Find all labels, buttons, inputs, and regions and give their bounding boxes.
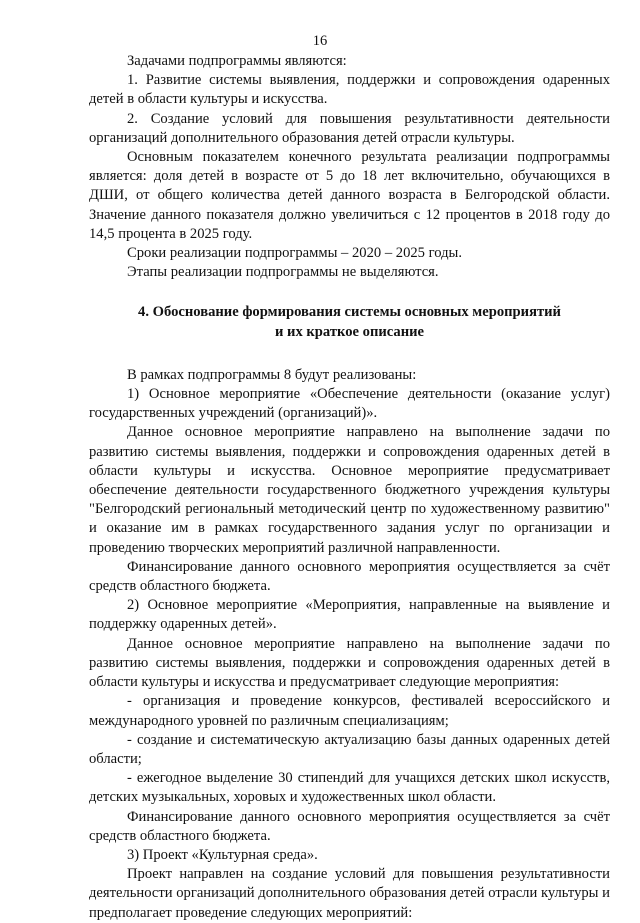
paragraph: Этапы реализации подпрограммы не выделяются. bbox=[127, 264, 439, 281]
section-heading bbox=[89, 303, 610, 341]
paragraph: 3) Проект «Культурная среда». bbox=[127, 846, 318, 863]
page-number: 16 bbox=[312, 33, 328, 49]
paragraph: 1) Основное мероприятие «Обеспечение деятельности (оказание услуг) государственных учреждений (организаций)». bbox=[89, 386, 610, 422]
paragraph: 2) Основное мероприятие «Мероприятия, направленные на выявление и поддержку одаренных детей». bbox=[89, 597, 610, 633]
list-item: - создание и систематическую актуализацию базы данных одаренных детей области; bbox=[89, 731, 610, 767]
paragraph: В рамках подпрограммы 8 будут реализованы: bbox=[127, 366, 417, 383]
paragraph: Данное основное мероприятие направлено на выполнение задачи по развитию системы выявления, поддержки и сопровождения одаренных детей в области культуры и искусства и предусматривает следующие мероприятия: bbox=[89, 635, 610, 691]
paragraph: Задачами подпрограммы являются: bbox=[127, 53, 347, 69]
paragraph: 2. Создание условий для повышения результативности деятельности организаций дополнительного образования детей отрасли культуры. bbox=[89, 110, 610, 146]
list-item: - ежегодное выделение 30 стипендий для учащихся детских школ искусств, детских музыкальных, хоровых и художественных школ области. bbox=[89, 770, 610, 806]
list-item: - организация и проведение конкурсов, фестивалей всероссийского и международного уровней по различным специализациям; bbox=[89, 693, 610, 729]
section-heading-line: 4. Обоснование формирования системы основных мероприятий bbox=[138, 304, 561, 321]
page-body bbox=[89, 52, 610, 923]
paragraph: Финансирование данного основного мероприятия осуществляется за счёт средств областного бюджета. bbox=[89, 808, 610, 844]
paragraph: Основным показателем конечного результата реализации подпрограммы является: доля детей в возрасте от 5 до 18 лет включительно, обучающихся в ДШИ, от общего количества детей данного возраста в Белгородской области. Значение данного показателя должно увеличиться с 12 процентов в 2018 году до 14,5 процента в 2025 году. bbox=[89, 149, 610, 242]
paragraph: 1. Развитие системы выявления, поддержки и сопровождения одаренных детей в области культуры и искусства. bbox=[89, 72, 610, 108]
paragraph: Финансирование данного основного мероприятия осуществляется за счёт средств областного бюджета. bbox=[89, 558, 610, 595]
paragraph: Проект направлен на создание условий для повышения результативности деятельности организаций дополнительного образования детей отрасли культуры и предполагает проведение следующих мероприятий: bbox=[89, 866, 610, 921]
paragraph: Данное основное мероприятие направлено на выполнение задачи по развитию системы выявления, поддержки и сопровождения одаренных детей в области культуры и искусства. Основное мероприятие предусматривает обеспечение деятельности государственного бюджетного учреждения культуры "Белгородский региональный методический центр по художественному развитию" и оказание им в рамках государственного задания услуг по организации и проведению творческих мероприятий различной направленности. bbox=[89, 424, 610, 556]
section-heading-line: и их краткое описание bbox=[274, 323, 425, 340]
paragraph: Сроки реализации подпрограммы – 2020 – 2025 годы. bbox=[127, 245, 462, 262]
